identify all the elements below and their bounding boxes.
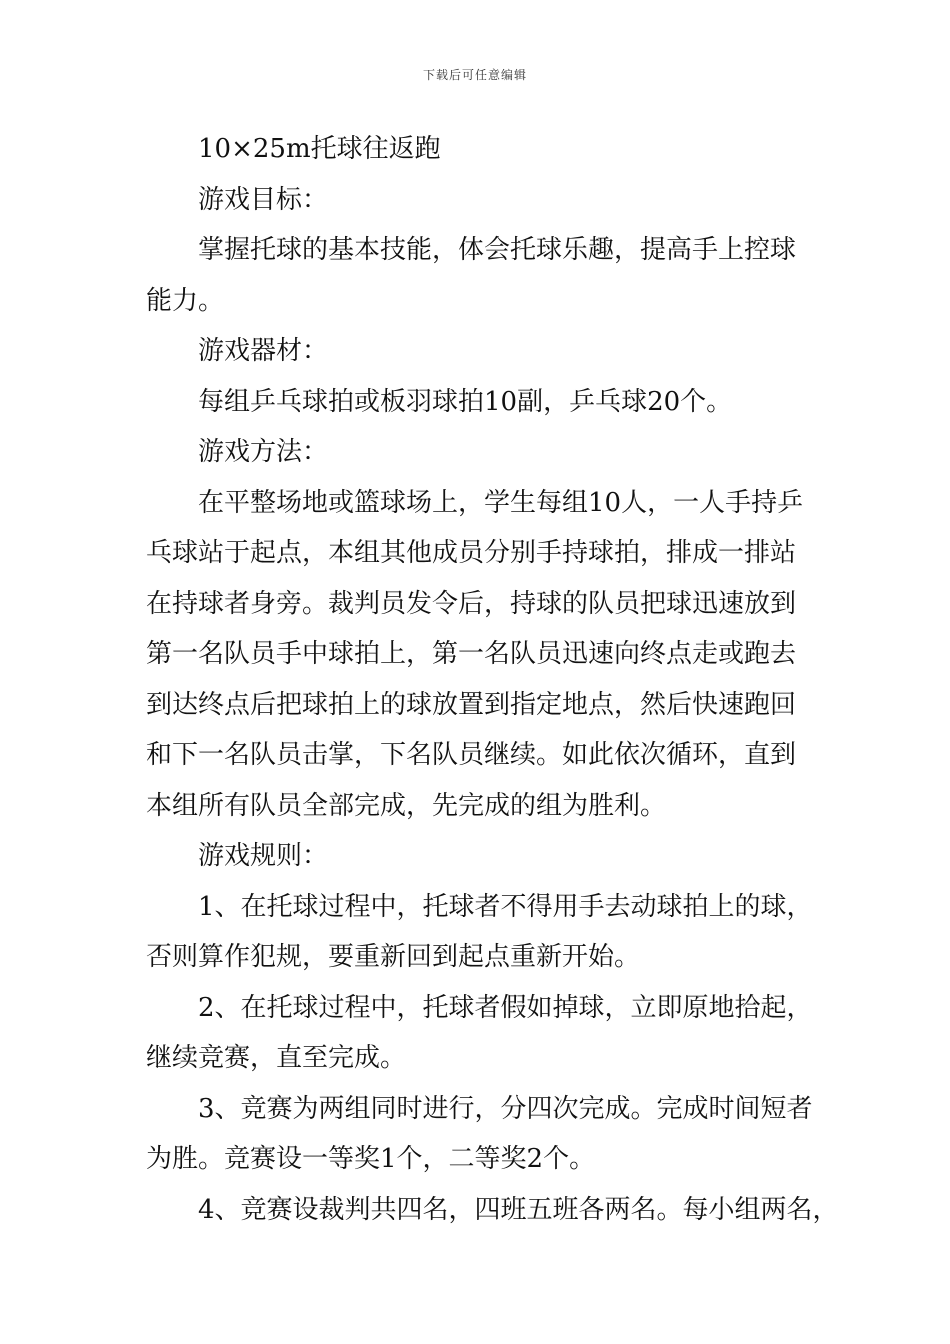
page-header: 下载后可任意编辑 xyxy=(422,68,527,82)
rule-item: 1、在托球过程中，托球者不得用手去动球拍上的球， xyxy=(198,891,813,922)
paragraph-line: 到达终点后把球拍上的球放置到指定地点，然后快速跑回 xyxy=(146,689,797,720)
section-title: 10×25m托球往返跑 xyxy=(198,134,441,164)
heading-method: 游戏方法： xyxy=(198,437,329,467)
document-body xyxy=(146,124,839,1235)
paragraph-line: 乓球站于起点，本组其他成员分别手持球拍，排成一排站 xyxy=(146,538,797,568)
paragraph-line: 每组乒乓球拍或板羽球拍10副，乒乓球20个。 xyxy=(198,386,733,417)
heading-goal: 游戏目标： xyxy=(198,184,329,215)
paragraph-line: 掌握托球的基本技能，体会托球乐趣，提高手上控球 xyxy=(198,235,797,265)
paragraph-line: 在平整场地或篮球场上，学生每组10人，一人手持乒 xyxy=(198,487,804,518)
paragraph-line: 否则算作犯规，要重新回到起点重新开始。 xyxy=(146,942,641,972)
paragraph-line: 第一名队员手中球拍上，第一名队员迅速向终点走或跑去 xyxy=(146,639,797,669)
paragraph-line: 本组所有队员全部完成，先完成的组为胜利。 xyxy=(146,790,667,821)
paragraph-line: 继续竞赛，直至完成。 xyxy=(146,1043,407,1073)
rule-item: 4、竞赛设裁判共四名，四班五班各两名。每小组两名， xyxy=(198,1194,839,1225)
paragraph-line: 能力。 xyxy=(146,285,225,316)
rule-item: 2、在托球过程中，托球者假如掉球，立即原地拾起， xyxy=(198,992,813,1023)
paragraph-line: 为胜。竞赛设一等奖1个，二等奖2个。 xyxy=(146,1144,596,1174)
paragraph-line: 和下一名队员击掌，下名队员继续。如此依次循环，直到 xyxy=(146,740,797,770)
heading-equipment: 游戏器材： xyxy=(198,336,329,366)
rule-item: 3、竞赛为两组同时进行，分四次完成。完成时间短者 xyxy=(198,1093,813,1124)
heading-rules: 游戏规则： xyxy=(198,841,329,871)
paragraph-line: 在持球者身旁。裁判员发令后，持球的队员把球迅速放到 xyxy=(146,588,797,619)
